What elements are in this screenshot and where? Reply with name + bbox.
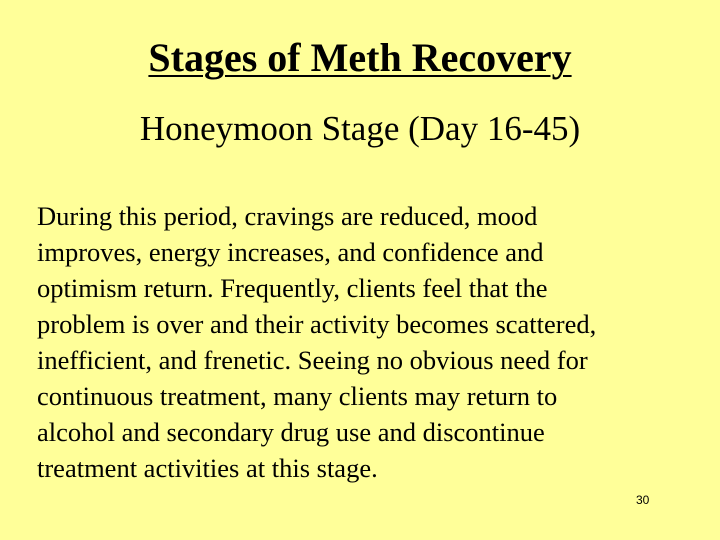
slide-body-text: During this period, cravings are reduced, mood improves, energy increases, and confidence and optimism return. Frequently, clients feel that the problem is over and their activity becomes scattered, inefficient, and frenetic. Seeing no obvious need for continuous treatment, many clients may return to alcohol and secondary drug use and discontinue treatment activities at this stage.	[37, 201, 597, 483]
slide-subtitle: Honeymoon Stage (Day 16-45)	[139, 109, 581, 148]
slide-title: Stages of Meth Recovery	[148, 35, 572, 80]
page-number: 30	[636, 493, 650, 507]
